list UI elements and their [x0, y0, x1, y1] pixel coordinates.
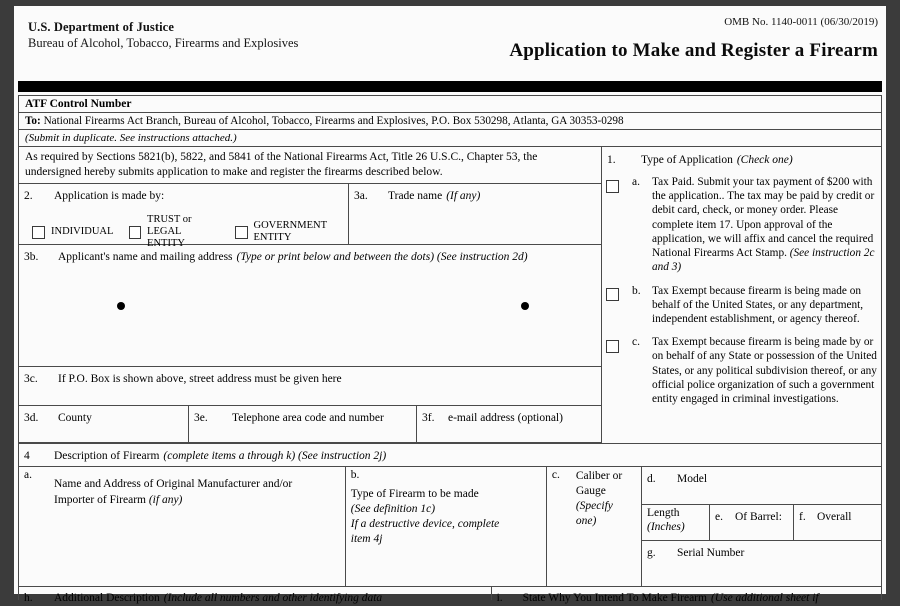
- item4b-note2: If a destructive device, complete: [350, 518, 500, 531]
- item4c-caliber-gauge[interactable]: [547, 467, 642, 586]
- item1-option-c[interactable]: [602, 330, 881, 410]
- item4-number: 4: [24, 450, 30, 463]
- checkbox-individual[interactable]: [32, 226, 45, 239]
- mailing-to-row: [19, 113, 881, 130]
- checkbox-tax-paid[interactable]: [606, 180, 619, 193]
- item1-option-c-letter: c.: [632, 336, 640, 349]
- to-address-text: National Firearms Act Branch, Bureau of Alcohol, Tobacco, Firearms and Explosives, P.O. Box 530298, Atlanta, GA 30353-0298: [43, 115, 624, 127]
- item4a-manufacturer[interactable]: [19, 467, 346, 586]
- item3b-note: (Type or print below and between the dots) (See instruction 2d): [236, 251, 528, 264]
- atf-control-number-field[interactable]: [19, 96, 881, 112]
- item4i-reason-to-make[interactable]: [492, 587, 881, 605]
- item4a-label: [54, 469, 334, 508]
- item3b-label: Applicant's name and mailing address: [58, 251, 233, 264]
- item4h-letter: h.: [24, 592, 33, 605]
- item4c-note1: (Specify: [575, 500, 613, 513]
- item4e-barrel-length[interactable]: [710, 505, 794, 540]
- checkbox-tax-exempt-federal[interactable]: [606, 288, 619, 301]
- item4d-label: Model: [676, 473, 708, 486]
- item2-item3a-row: [19, 184, 601, 249]
- item4-length-row: [642, 505, 881, 541]
- item1-type-of-application: [602, 147, 881, 443]
- item4g-serial-number[interactable]: [642, 541, 881, 586]
- bureau-name: Bureau of Alcohol, Tobacco, Firearms and Explosives: [28, 36, 299, 50]
- item4b-label: [351, 487, 516, 547]
- item4-hi-row: [19, 586, 881, 605]
- length-line2: (Inches): [646, 521, 685, 534]
- item3a-note: (If any): [446, 190, 481, 203]
- form-title: Application to Make and Register a Firearm: [509, 40, 878, 61]
- item1-option-b-letter: b.: [632, 284, 641, 297]
- item2-checkbox-row: [24, 214, 343, 249]
- atf-control-number-row: [19, 96, 881, 113]
- omb-number: OMB No. 1140-0011 (06/30/2019): [724, 16, 878, 28]
- item1-option-a-body: Tax Paid. Submit your tax payment of $200 with the application.. The tax may be paid by credit or debit card, check, or money order. Please complete item 17. Upon approval of the application, we will affix and cancel the required National Firearms Act Stamp.: [652, 176, 875, 260]
- item4h-note: (Include all numbers and other identifying data: [163, 592, 383, 605]
- checkbox-government-entity-label: [254, 220, 328, 244]
- left-column: [19, 147, 602, 443]
- trust-label-line2: ENTITY: [147, 237, 185, 249]
- intro-row: [19, 147, 601, 184]
- item1-option-a[interactable]: [602, 170, 881, 279]
- item1-option-b-text: Tax Exempt because firearm is being made on behalf of the United States, or any department, independent establishment, or agency thereof.: [652, 284, 864, 325]
- item3b-applicant-name-address[interactable]: [19, 245, 601, 367]
- item3e-label: Telephone area code and number: [232, 412, 384, 425]
- item4b-title: Type of Firearm to be made: [350, 488, 479, 501]
- item1-header: [602, 147, 881, 170]
- item3e-telephone[interactable]: [189, 406, 417, 442]
- item4e-letter: e.: [714, 511, 723, 524]
- right-alignment-dot-icon: [521, 302, 529, 310]
- body-split-row: [19, 147, 881, 443]
- item4a-line1: Name and Address of Original Manufacturer and/or: [54, 478, 293, 491]
- department-name: U.S. Department of Justice: [28, 20, 174, 34]
- header-divider-bar: [18, 81, 882, 92]
- item3f-email[interactable]: [417, 406, 601, 442]
- checkbox-trust-legal-entity[interactable]: [129, 226, 141, 239]
- mailing-to-line: [19, 113, 881, 129]
- item4f-overall-length[interactable]: [794, 505, 881, 540]
- item4i-note: (Use additional sheet if: [710, 592, 819, 605]
- item4-right-stack: [642, 467, 881, 586]
- to-prefix-label: To:: [25, 115, 41, 127]
- item4i-letter: i.: [496, 592, 503, 605]
- item3def-row: [19, 406, 601, 443]
- item3d-label: County: [58, 412, 92, 425]
- item3a-trade-name[interactable]: [349, 184, 601, 244]
- item3b-number: 3b.: [24, 251, 39, 264]
- item4g-letter: g.: [646, 547, 656, 560]
- item1-label: Type of Application: [641, 154, 733, 166]
- checkbox-group-government-entity[interactable]: [235, 220, 328, 244]
- item1-option-a-note: (See instruction 2c and 3): [652, 247, 875, 274]
- item4a-note: (if any): [148, 493, 183, 506]
- checkbox-group-individual[interactable]: [32, 226, 113, 239]
- item4c-line2: Gauge: [575, 485, 606, 498]
- item4i-label: State Why You Intend To Make Firearm: [522, 592, 707, 605]
- item3d-number: 3d.: [24, 412, 39, 425]
- item2-label: Application is made by:: [54, 190, 165, 203]
- item1-number: 1.: [607, 154, 616, 166]
- item4c-line1: Caliber or: [575, 470, 623, 483]
- item4-header: [19, 444, 881, 466]
- item1-option-b[interactable]: [602, 279, 881, 331]
- item4c-label: [576, 469, 636, 529]
- item4-note: (complete items a through k) (See instruction 2j): [163, 450, 387, 463]
- checkbox-trust-legal-entity-label: [147, 214, 218, 249]
- item4h-additional-description[interactable]: [19, 587, 492, 605]
- item4b-type-of-firearm[interactable]: [346, 467, 547, 586]
- item1-option-a-letter: a.: [632, 176, 640, 188]
- item4f-label: Overall: [816, 511, 852, 524]
- item4d-model[interactable]: [642, 467, 881, 505]
- length-line1: Length: [646, 507, 680, 520]
- item3f-label: e-mail address (optional): [448, 412, 563, 425]
- item1-option-a-text: [652, 175, 877, 275]
- form-grid: [18, 95, 882, 605]
- item4f-letter: f.: [798, 511, 806, 524]
- checkbox-tax-exempt-state[interactable]: [606, 340, 619, 353]
- item4g-label: Serial Number: [676, 547, 745, 560]
- item4c-letter: c.: [551, 469, 560, 482]
- item3c-street-address[interactable]: [19, 367, 601, 406]
- item4-label: Description of Firearm: [54, 450, 160, 463]
- item4a-line2: Importer of Firearm: [54, 493, 146, 506]
- item4d-letter: d.: [646, 473, 656, 486]
- form-header: [14, 6, 886, 78]
- item1-note: (Check one): [736, 154, 793, 166]
- item2-application-made-by: [19, 184, 349, 249]
- duplicate-note: (Submit in duplicate. See instructions attached.): [25, 132, 237, 144]
- length-label: [647, 507, 704, 535]
- item4-length-header: [642, 505, 710, 540]
- left-alignment-dot-icon: [117, 302, 125, 310]
- item3c-label: If P.O. Box is shown above, street address must be given here: [58, 373, 342, 386]
- item4h-label: Additional Description: [54, 592, 160, 605]
- checkbox-government-entity[interactable]: [235, 226, 248, 239]
- atf-control-number-label: ATF Control Number: [25, 98, 132, 110]
- intro-text: As required by Sections 5821(b), 5822, and 5841 of the National Firearms Act, Title 26 U.S.C., Chapter 53, the undersigned hereby submits application to make and register the firearms described below.: [25, 151, 538, 178]
- item3d-county[interactable]: [19, 406, 189, 442]
- gov-label-line2: ENTITY: [253, 232, 292, 244]
- checkbox-group-trust-legal-entity[interactable]: [129, 214, 218, 249]
- item3e-number: 3e.: [194, 412, 208, 425]
- item3a-label: Trade name: [388, 190, 443, 203]
- item4b-note3: item 4j: [350, 533, 383, 546]
- item3f-number: 3f.: [422, 412, 435, 425]
- checkbox-tax-paid-wrap[interactable]: [606, 175, 632, 275]
- item3c-number: 3c.: [24, 373, 38, 386]
- checkbox-tax-exempt-state-wrap[interactable]: [606, 335, 632, 406]
- form-page: [14, 6, 886, 605]
- gov-label-line1: GOVERNMENT: [253, 220, 327, 232]
- item4b-letter: b.: [350, 469, 360, 482]
- item1-option-c-text: Tax Exempt because firearm is being made by or on behalf of any State or possession of the United States, or any political subdivision thereof, or any official police organization of such a government entity engaged in criminal investigations.: [652, 336, 877, 406]
- item4-description-row: [19, 467, 881, 586]
- item4a-letter: a.: [24, 469, 32, 482]
- trust-label-line1: TRUST or LEGAL: [147, 214, 192, 238]
- duplicate-note-row: [19, 130, 881, 147]
- item4-header-row: [19, 443, 881, 467]
- item4b-note1: (See definition 1c): [350, 503, 436, 516]
- checkbox-tax-exempt-federal-wrap[interactable]: [606, 284, 632, 327]
- item4c-note2: one): [575, 515, 597, 528]
- item2-number: 2.: [24, 190, 33, 203]
- checkbox-individual-label: INDIVIDUAL: [51, 226, 114, 238]
- item3a-number: 3a.: [354, 190, 368, 203]
- item4e-label: Of Barrel:: [734, 511, 782, 524]
